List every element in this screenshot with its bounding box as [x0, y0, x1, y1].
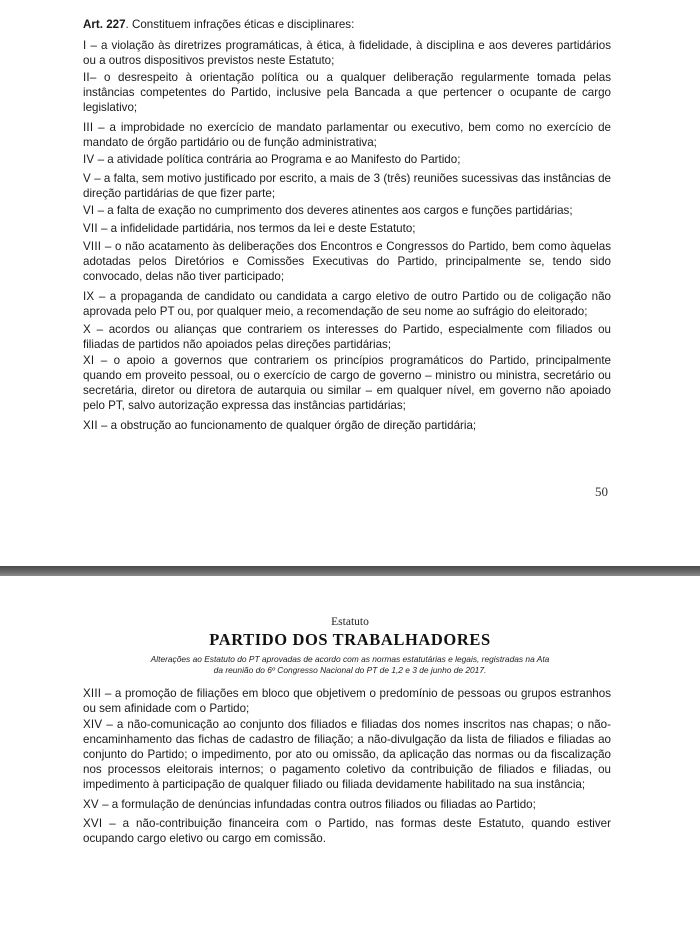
article-text: . Constituem infrações éticas e disciplinares:	[125, 18, 355, 31]
item-text: – a violação às diretrizes programáticas, à ética, à fidelidade, à disciplina e aos deveres partidários ou a outros dispositivos previstos neste Estatuto;	[83, 39, 611, 68]
list-item	[83, 239, 611, 284]
item-label: XIV	[83, 718, 103, 731]
list-item	[83, 221, 611, 236]
item-label: VIII	[83, 240, 102, 253]
list-item	[83, 120, 611, 150]
list-item	[83, 171, 611, 201]
item-label: XII	[83, 419, 98, 432]
item-label: XI	[83, 354, 95, 367]
list-item	[83, 203, 611, 218]
item-text: – acordos ou alianças que contrariem os interesses do Partido, especialmente com filiados ou filiadas de partidos não apoiados pelas direções partidárias;	[83, 323, 611, 352]
header-note: Alterações ao Estatuto do PT aprovadas de acordo com as normas estatutárias e legais, registradas na Ata da reunião do 6º Congresso Nacional do PT de 1,2 e 3 de junho de 2017.	[150, 654, 550, 675]
item-text: – a não-contribuição financeira com o Partido, nas formas deste Estatuto, quando estiver ocupando cargo eletivo ou cargo em comissão.	[83, 817, 611, 846]
list-item	[83, 322, 611, 352]
item-label: XVI	[83, 817, 103, 830]
item-text: – a promoção de filiações em bloco que objetivem o predomínio de pessoas ou grupos estranhos ou sem afinidade com o Partido;	[83, 687, 611, 716]
item-text: – a falta de exação no cumprimento dos deveres atinentes aos cargos e funções partidárias;	[94, 204, 573, 217]
page-number: 50	[595, 484, 608, 499]
item-label: XV	[83, 798, 99, 811]
header-subtitle: Estatuto	[331, 616, 369, 628]
item-label: V	[83, 172, 91, 185]
list-item	[83, 353, 611, 413]
item-label: XIII	[83, 687, 102, 700]
page-separator	[0, 566, 700, 576]
article-heading	[83, 17, 611, 32]
list-item	[83, 686, 611, 716]
item-text: – a infidelidade partidária, nos termos da lei e deste Estatuto;	[97, 222, 416, 235]
item-text: – a propaganda de candidato ou candidata a cargo eletivo de outro Partido ou de coligação não aprovada pelo PT ou, por qualquer meio, a recomendação de seu nome ao sufrágio do eleitorado;	[83, 290, 611, 319]
list-item	[83, 797, 611, 812]
item-label: VI	[83, 204, 95, 217]
item-text: – a improbidade no exercício de mandato parlamentar ou executivo, bem como no exercício de mandato de órgão partidário ou de função administrativa;	[83, 121, 611, 150]
item-text: – a obstrução ao funcionamento de qualquer órgão de direção partidária;	[97, 419, 477, 432]
list-item	[83, 717, 611, 792]
item-label: IX	[83, 290, 95, 303]
item-label: IV	[83, 153, 95, 166]
item-label: VII	[83, 222, 98, 235]
header-title: PARTIDO DOS TRABALHADORES	[209, 630, 491, 649]
item-text: – a formulação de denúncias infundadas contra outros filiados ou filiadas ao Partido;	[98, 798, 536, 811]
item-text: – o apoio a governos que contrariem os princípios programáticos do Partido, principalmente quando em proveito pessoal, ou o exercício de cargo de governo – ministro ou ministra, secretário ou secretária, diretor ou diretora de autarquia ou similar – em qualquer nível, em governo não apoiado pelo PT, salvo autorização expressa das instâncias partidárias;	[83, 354, 611, 413]
item-label: II	[83, 71, 90, 84]
item-text: – o desrespeito à orientação política ou a qualquer deliberação regularmente tomada pelas instâncias competentes do Partido, inclusive pela Bancada a que pertencer o ocupante de cargo legislativo;	[83, 71, 611, 115]
item-text: – a atividade política contrária ao Programa e ao Manifesto do Partido;	[94, 153, 461, 166]
list-item	[83, 152, 611, 167]
item-text: – a falta, sem motivo justificado por escrito, a mais de 3 (três) reuniões sucessivas das instâncias de direção partidárias de que fizer parte;	[83, 172, 611, 201]
list-item	[83, 816, 611, 846]
list-item	[83, 38, 611, 68]
item-text: – a não-comunicação ao conjunto dos filiados e filiadas dos nomes inscritos nas chapas; o não-encaminhamento das fichas de cadastro de filiação; a não-divulgação da lista de filiados e filiadas ao conjunto do Partido; o impedimento, por ato ou omissão, da aplicação das normas ou da fiscalização nos processos eleitorais internos; o pagamento coletivo da contribuição de filiados e filiadas, ou impedimento à participação de qualquer filiado ou filiada devidamente habilitado na sua instância;	[83, 718, 611, 792]
item-label: I	[83, 39, 87, 52]
item-text: – o não acatamento às deliberações dos Encontros e Congressos do Partido, bem como àquelas adotadas pelos Diretórios e Comissões Executivas do Partido, principalmente se, tendo sido convocado, delas não tiver participado;	[83, 240, 611, 284]
article-label: Art. 227	[83, 18, 126, 31]
document-page-header	[0, 576, 700, 928]
list-item	[83, 418, 611, 433]
list-item	[83, 70, 611, 115]
item-label: X	[83, 323, 91, 336]
item-label: III	[83, 121, 94, 134]
list-item	[83, 289, 611, 319]
